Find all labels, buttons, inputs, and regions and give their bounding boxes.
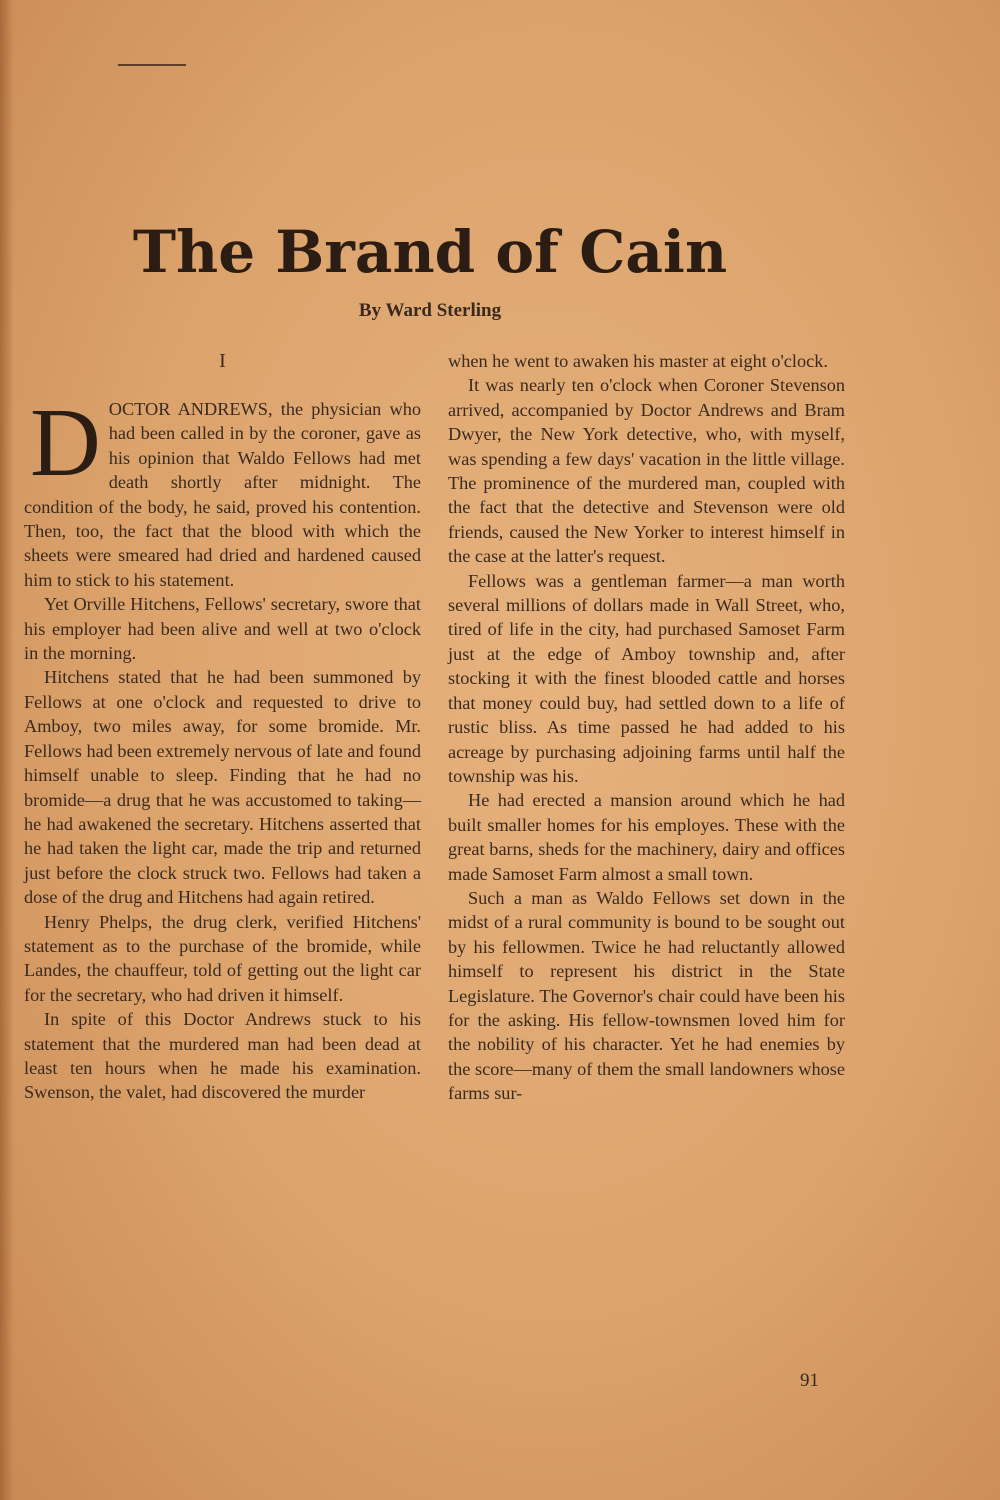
paragraph xyxy=(24,389,421,592)
paragraph: He had erected a mansion around which he had built smaller homes for his employes. These with the great barns, sheds for the machinery, dairy and offices made Samoset Farm almost a small town. xyxy=(448,790,845,884)
article-title: The Brand of Cain xyxy=(132,218,728,286)
left-column xyxy=(24,349,421,1105)
paragraph: Fellows was a gentleman farmer—a man worth several millions of dollars made in Wall Street, who, tired of life in the city, had purchased Samoset Farm just at the edge of Amboy township and, after stocking it with the finest blooded cattle and horses that money could buy, had settled down to a life of rustic bliss. As time passed he had added to his acreage by purchasing adjoining farms until half the township was his. xyxy=(448,570,845,786)
section-number: I xyxy=(219,350,226,372)
paragraph: It was nearly ten o'clock when Coroner Stevenson arrived, accompanied by Doctor Andrews and Bram Dwyer, the New York detective, who, with myself, was spending a few days' vacation in the little village. The prominence of the murdered man, coupled with the fact that the detective and Stevenson were old friends, caused the New Yorker to interest himself in the case at the latter's request. xyxy=(448,375,845,567)
paragraph: Henry Phelps, the drug clerk, verified Hitchens' statement as to the purchase of the bromide, while Landes, the chauffeur, told of getting out the light car for the secretary, who had driven it himself. xyxy=(24,911,421,1005)
paragraph: Such a man as Waldo Fellows set down in the midst of a rural community is bound to be sought out by his fellowmen. Twice he had reluctantly allowed himself to represent his district in the State Legislature. The Governor's chair could have been his for the asking. His fellow-townsmen loved him for the nobility of his character. Yet he had enemies by the score—many of them the small landowners whose farms sur- xyxy=(448,887,845,1104)
paragraph: Hitchens stated that he had been summoned by Fellows at one o'clock and requested to drive to Amboy, two miles away, for some bromide. Mr. Fellows had been extremely nervous of late and found himself unable to sleep. Finding that he had no bromide—a drug that he was accustomed to taking—he had awakened the secretary. Hitchens asserted that he had taken the light car, made the trip and returned just before the clock struck two. Fellows had taken a dose of the drug and Hitchens had again retired. xyxy=(24,667,421,908)
ink-mark xyxy=(118,64,186,66)
article-byline: By Ward Sterling xyxy=(358,300,502,321)
paragraph: Yet Orville Hitchens, Fellows' secretary, swore that his employer had been alive and well at two o'clock in the morning. xyxy=(24,594,421,664)
right-column xyxy=(448,349,845,1106)
paragraph-text: OCTOR ANDREWS, the physician who had been called in by the coroner, gave as his opinion that Waldo Fellows had met death shortly after midnight. The condition of the body, he said, proved his contention. Then, too, the fact that the blood with which the sheets were smeared had dried and hardened caused him to stick to his statement. xyxy=(24,399,421,590)
page-number: 91 xyxy=(800,1370,819,1391)
drop-cap: D xyxy=(30,389,101,497)
paragraph: when he went to awaken his master at eight o'clock. xyxy=(448,351,828,371)
paragraph: In spite of this Doctor Andrews stuck to his statement that the murdered man had been dead at least ten hours when he made his examination. Swenson, the valet, had discovered the murder xyxy=(24,1009,421,1103)
